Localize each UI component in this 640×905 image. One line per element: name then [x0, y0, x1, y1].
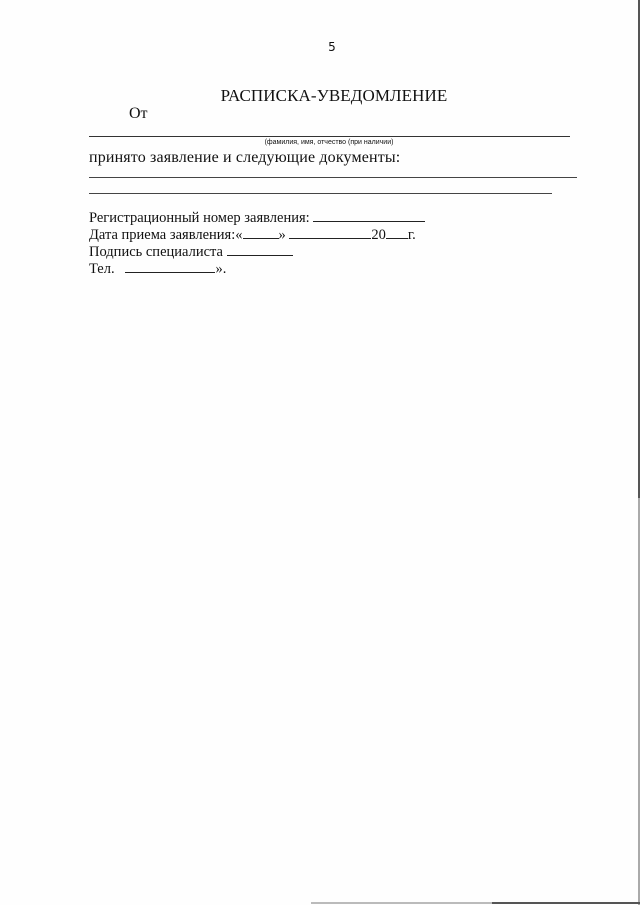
- signature-label: Подпись специалиста: [89, 244, 223, 260]
- date-label: Дата приема заявления:«: [89, 227, 243, 243]
- document-title: РАСПИСКА-УВЕДОМЛЕНИЕ: [220, 86, 448, 105]
- date-year-prefix: 20: [371, 227, 386, 243]
- date-year-blank[interactable]: [386, 226, 408, 239]
- signature-row: [89, 243, 425, 260]
- registration-number-label: Регистрационный номер заявления:: [89, 210, 310, 226]
- phone-label: Тел.: [89, 261, 115, 277]
- phone-blank[interactable]: [125, 260, 215, 273]
- name-caption: (фамилия, имя, отчество (при наличии): [264, 139, 394, 146]
- applicant-name-line[interactable]: [89, 136, 570, 137]
- receipt-fields: [89, 209, 425, 277]
- phone-suffix: ».: [215, 261, 227, 277]
- scan-edge-bottom: [311, 902, 640, 904]
- date-close-quote: »: [278, 227, 286, 243]
- date-day-blank[interactable]: [243, 226, 279, 239]
- phone-row: [89, 260, 425, 277]
- registration-number-blank[interactable]: [313, 209, 425, 222]
- date-year-suffix: г.: [407, 227, 416, 243]
- documents-line-2[interactable]: [89, 193, 552, 194]
- registration-number-row: [89, 209, 425, 226]
- from-label: От: [129, 105, 148, 122]
- documents-line-1[interactable]: [89, 177, 577, 178]
- signature-blank[interactable]: [227, 243, 293, 256]
- accepted-documents-label: принято заявление и следующие документы:: [89, 149, 401, 166]
- date-month-blank[interactable]: [289, 226, 371, 239]
- page-number: 5: [328, 40, 336, 54]
- date-row: [89, 226, 425, 243]
